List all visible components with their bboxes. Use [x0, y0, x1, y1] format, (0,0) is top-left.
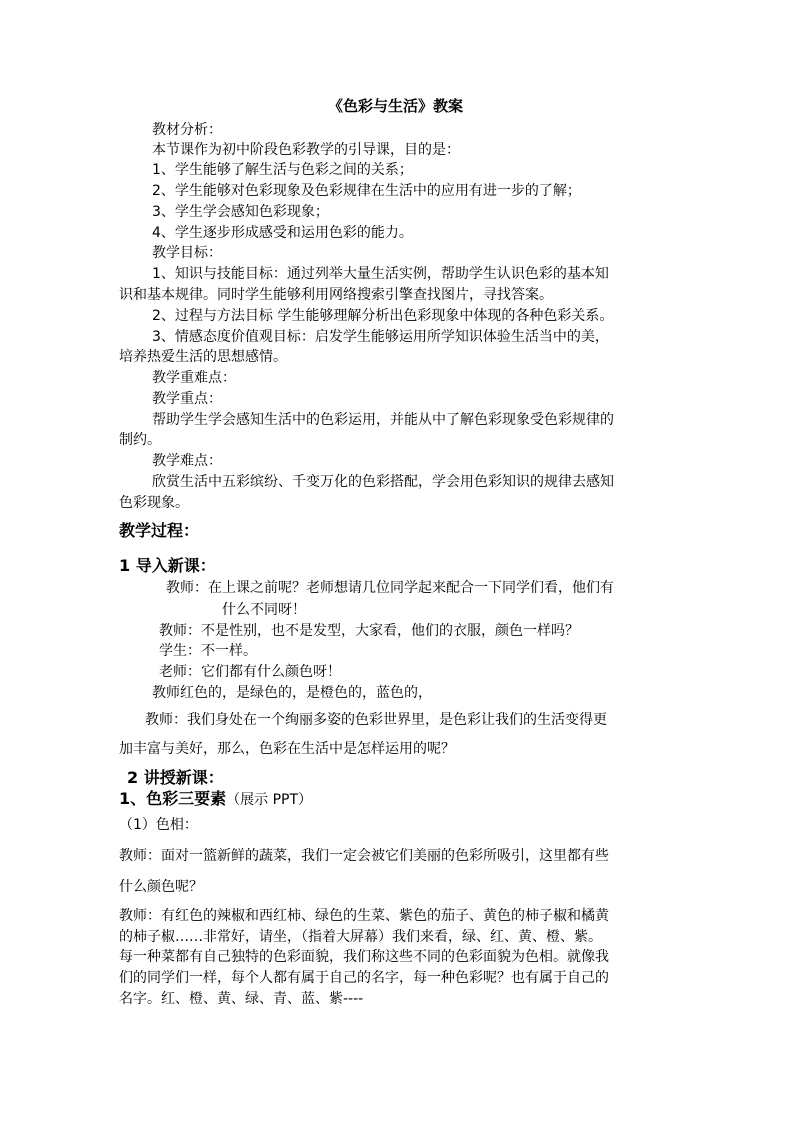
- intro-heading: 1 导入新课：: [119, 556, 216, 575]
- focus-line1: 帮助学生学会感知生活中的色彩运用，并能从中了解色彩现象受色彩规律的: [152, 412, 614, 428]
- difficulty-line2: 色彩现象。: [119, 495, 189, 511]
- lecture-heading: 2 讲授新课：: [127, 768, 224, 787]
- analysis-item: 4、学生逐步形成感受和运用色彩的能力。: [152, 225, 413, 241]
- doc-title: 《色彩与生活》教案: [328, 97, 464, 115]
- dialogue-line: 教师红色的，是绿色的，是橙色的，蓝色的，: [152, 685, 432, 701]
- elements-note: （展示 PPT）: [226, 792, 313, 808]
- goal-emotion-line2: 培养热爱生活的思想感情。: [119, 349, 287, 365]
- analysis-item: 1、学生能够了解生活与色彩之间的关系；: [152, 162, 413, 178]
- hue-answer-line: 的柿子椒……非常好，请坐，（指着大屏幕）我们来看，绿、红、黄、橙、紫。: [119, 929, 602, 945]
- hue-heading: （1）色相：: [119, 817, 198, 833]
- analysis-heading: 教材分析：: [152, 122, 222, 138]
- analysis-item: 2、学生能够对色彩现象及色彩规律在生活中的应用有进一步的了解；: [152, 183, 581, 199]
- dialogue-line: 学生：不一样。: [159, 643, 257, 659]
- hue-question-line1: 教师：面对一篮新鲜的蔬菜，我们一定会被它们美丽的色彩所吸引，这里都有些: [119, 848, 609, 864]
- elements-heading-row: [119, 789, 312, 810]
- dialogue-line: 教师：在上课之前呢？老师想请几位同学起来配合一下同学们看，他们有: [166, 580, 614, 596]
- analysis-item: 3、学生学会感知色彩现象；: [152, 204, 329, 220]
- goal-knowledge-line1: 1、知识与技能目标：通过列举大量生活实例，帮助学生认识色彩的基本知: [152, 266, 609, 282]
- hue-answer-line: 教师：有红色的辣椒和西红柿、绿色的生菜、紫色的茄子、黄色的柿子椒和橘黄: [119, 908, 609, 924]
- hue-question-line2: 什么颜色呢？: [119, 879, 203, 895]
- dialogue-line: 加丰富与美好，那么，色彩在生活中是怎样运用的呢？: [119, 741, 455, 757]
- hue-answer-line: 们的同学们一样，每个人都有属于自己的名字，每一种色彩呢？也有属于自己的: [119, 970, 609, 986]
- dialogue-line: 什么不同呀！: [222, 602, 306, 618]
- hue-answer-line: 每一种菜都有自己独特的色彩面貌，我们称这些不同的色彩面貌为色相。就像我: [119, 949, 609, 965]
- goal-emotion-line1: 3、情感态度价值观目标：启发学生能够运用所学知识体验生活当中的美，: [152, 329, 609, 345]
- dialogue-line: 老师：它们都有什么颜色呀！: [159, 664, 341, 680]
- elements-heading: 1、色彩三要素: [119, 789, 227, 808]
- difficulty-line1: 欣赏生活中五彩缤纷、千变万化的色彩搭配，学会用色彩知识的规律去感知: [152, 474, 614, 490]
- dialogue-line: 教师：我们身处在一个绚丽多姿的色彩世界里，是色彩让我们的生活变得更: [145, 712, 607, 728]
- dialogue-line: 教师：不是性别，也不是发型，大家看，他们的衣服，颜色一样吗？: [159, 623, 579, 639]
- focus-heading: 教学重点：: [152, 391, 222, 407]
- difficulty-heading: 教学难点：: [152, 453, 222, 469]
- process-heading: 教学过程：: [119, 521, 200, 540]
- hue-answer-line: 名字。红、橙、黄、绿、青、蓝、紫----: [119, 991, 364, 1007]
- goals-heading: 教学目标：: [152, 245, 222, 261]
- keypoints-heading: 教学重难点：: [152, 370, 236, 386]
- goal-process: 2、过程与方法目标 学生能够理解分析出色彩现象中体现的各种色彩关系。: [152, 308, 614, 324]
- goal-knowledge-line2: 识和基本规律。同时学生能够利用网络搜索引擎查找图片，寻找答案。: [119, 287, 553, 303]
- analysis-intro: 本节课作为初中阶段色彩教学的引导课，目的是：: [152, 142, 460, 158]
- focus-line2: 制约。: [119, 432, 161, 448]
